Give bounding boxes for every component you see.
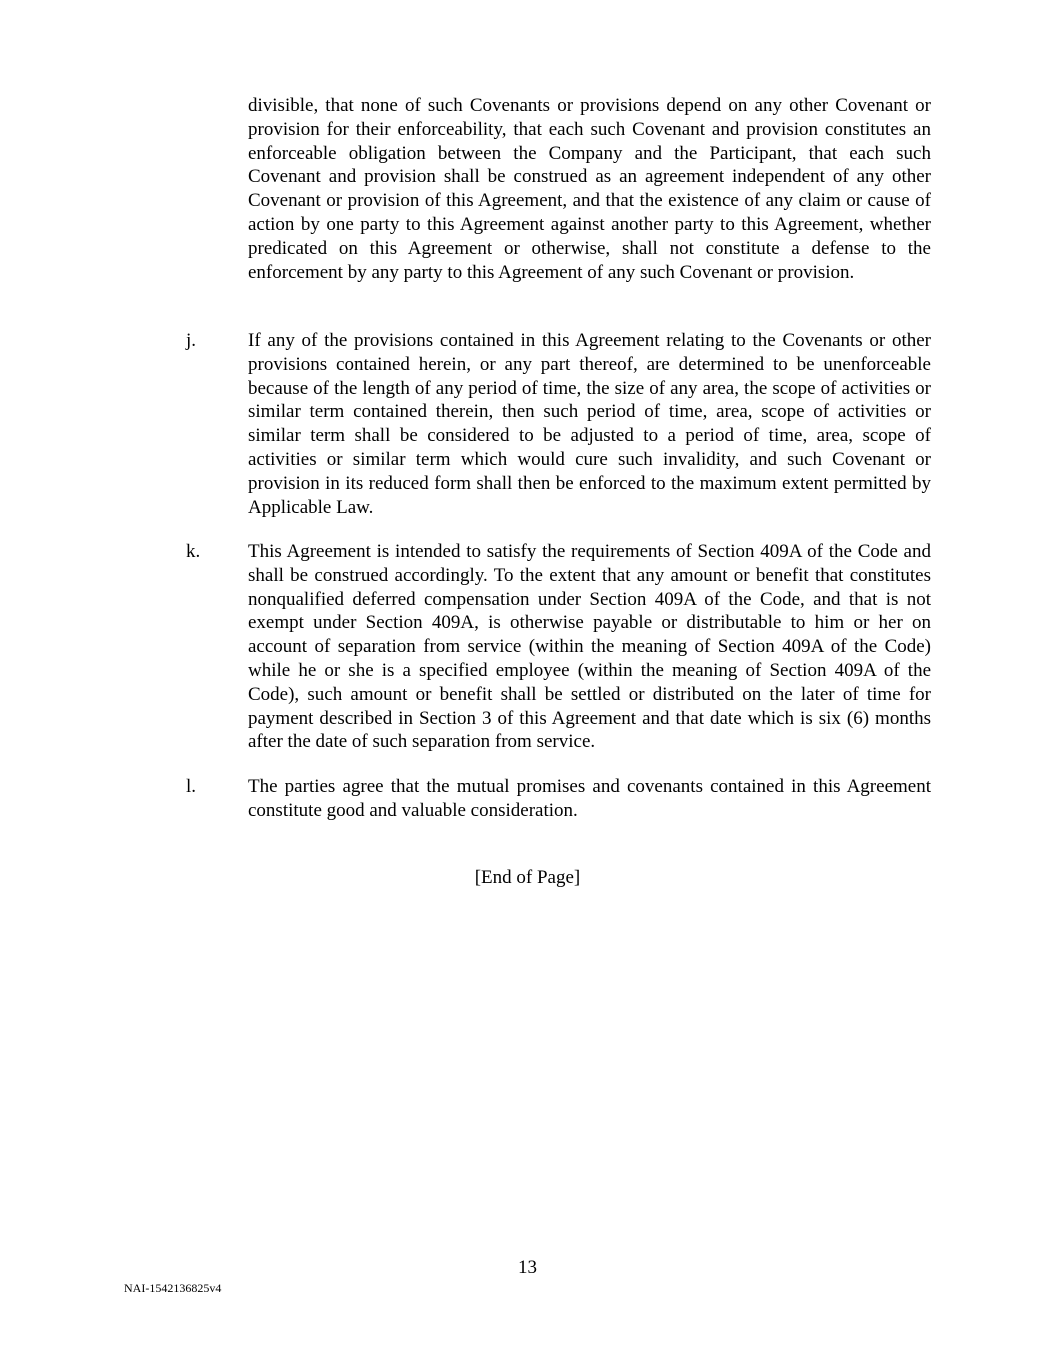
list-item-label: j. <box>186 330 197 351</box>
list-item-label: k. <box>186 541 201 562</box>
list-item-text: This Agreement is intended to satisfy the requirements of Section 409A of the Code and shall be construed accordingly. To the extent that any amount or benefit that constitutes nonqualified deferred compensation under Section 409A of the Code, and that is not exempt under Section 409A, is otherwise payable or distributable to him or her on account of separation from service (within the meaning of Section 409A of the Code) while he or she is a specified employee (within the meaning of Section 409A of the Code), such amount or benefit shall be settled or distributed on the later of time for payment described in Section 3 of this Agreement and that date which is six (6) months after the date of such separation from service. <box>248 541 931 753</box>
page-number: 13 <box>518 1257 537 1278</box>
list-item-label: l. <box>186 776 197 797</box>
end-of-page-marker: [End of Page] <box>474 867 581 888</box>
list-item-text: If any of the provisions contained in this Agreement relating to the Covenants or other provisions contained herein, or any part thereof, are determined to be unenforceable because of the length of any period of time, the size of any area, the scope of activities or similar term contained therein, then such period of time, area, scope of activities or similar term shall be considered to be adjusted to a period of time, area, scope of activities or similar term which would cure such invalidity, and such Covenant or provision in its reduced form shall then be enforced to the maximum extent permitted by Applicable Law. <box>248 330 931 518</box>
document-id: NAI-1542136825v4 <box>124 1281 222 1295</box>
list-item-text: The parties agree that the mutual promises and covenants contained in this Agreement constitute good and valuable consideration. <box>248 776 931 821</box>
continuation-paragraph: divisible, that none of such Covenants or provisions depend on any other Covenant or provision for their enforceability, that each such Covenant and provision constitutes an enforceable obligation between the Company and the Participant, that each such Covenant and provision shall be construed as an agreement independent of any other Covenant or provision of this Agreement, and that the existence of any claim or cause of action by one party to this Agreement against another party to this Agreement, whether predicated on this Agreement or otherwise, shall not constitute a defense to the enforcement by any party to this Agreement of any such Covenant or provision. <box>248 95 931 283</box>
